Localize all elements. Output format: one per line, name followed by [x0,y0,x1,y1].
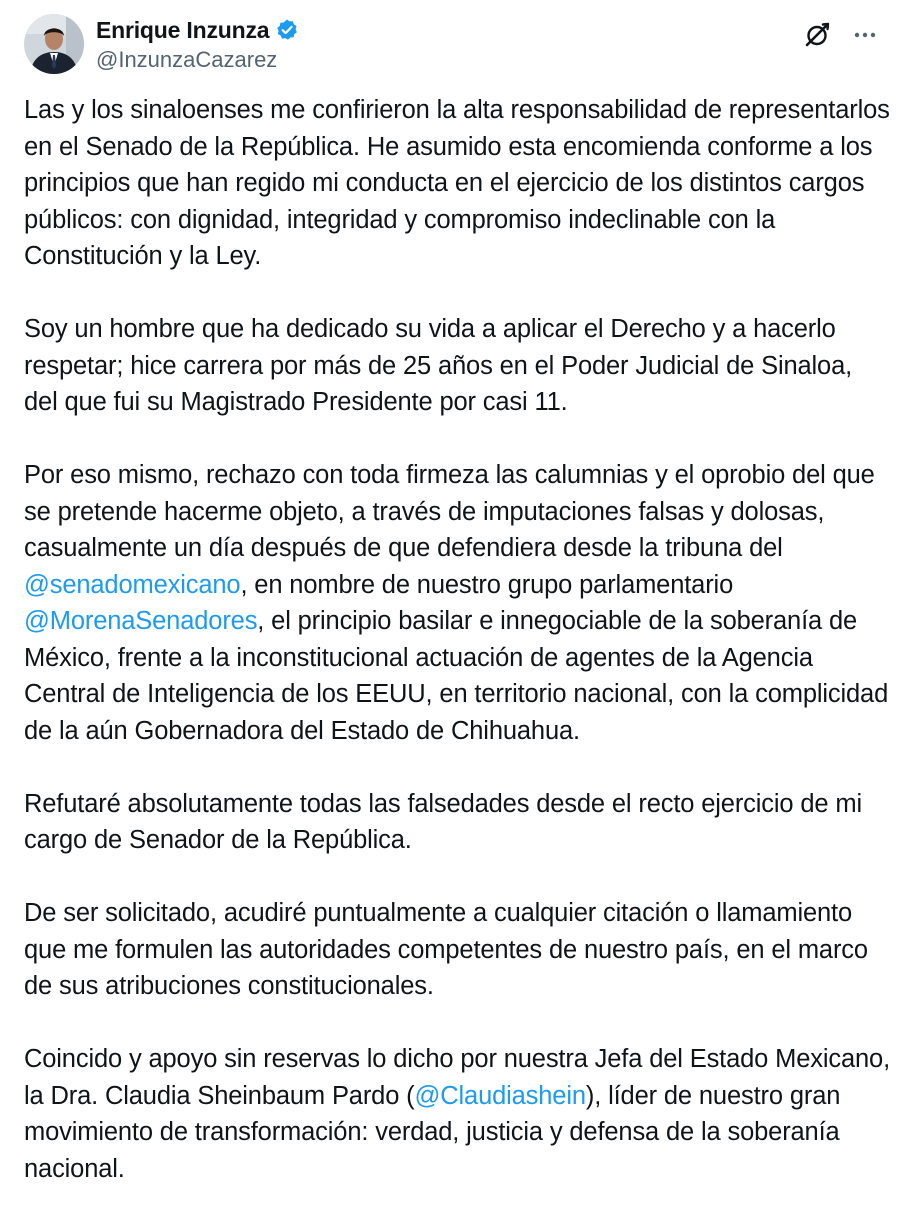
paragraph-text: , en nombre de nuestro grupo parlamentario [240,570,734,599]
verified-badge-icon[interactable] [275,18,299,42]
tweet-paragraph: De ser solicitado, acudiré puntualmente a cualquier citación o llamamiento que me formulen las autoridades competentes de nuestro país, en el marco de sus atribuciones constitucionales. [24,899,868,1000]
tweet-text [24,92,892,1224]
display-name[interactable]: Enrique Inzunza [96,16,270,43]
tweet-actions-top [802,20,880,50]
paragraph-text: Coincido y apoyo sin reservas lo dicho por nuestra Jefa del Estado Mexicano, la Dra. Claudia Sheinbaum Pardo ( [24,1045,890,1110]
tweet-paragraph [24,457,892,749]
profile-photo-icon [24,14,84,74]
tweet-paragraph [24,1041,892,1187]
author-handle[interactable]: @InzunzaCazarez [96,47,278,72]
paragraph-text: , el principio basilar e innegociable de la soberanía de México, frente a la inconstitucional actuación de agentes de la Agencia Central de Inteligencia de los EEUU, en territorio nacional, con la complicidad de la aún Gobernadora del Estado de Chihuahua. [24,607,889,745]
mention-link[interactable]: @MorenaSenadores [24,607,258,635]
tweet-header [24,14,884,78]
more-options-icon[interactable] [850,20,880,50]
name-row [96,16,299,44]
mention-link[interactable]: @Claudiashein [414,1081,586,1110]
paragraph-text: ), líder de nuestro gran movimiento de transformación: verdad, justicia y defensa de la soberanía nacional. [24,1081,841,1183]
grok-icon[interactable] [802,20,832,50]
paragraph-text: Por eso mismo, rechazo con toda firmeza las calumnias y el oprobio del que se pretende hacerme objeto, a través de imputaciones falsas y dolosas, casualmente un día después de que defendiera desde la tribuna del [24,461,875,562]
author-names [96,16,299,73]
mention-link[interactable]: @senadomexicano [24,570,241,599]
tweet-paragraph: Las y los sinaloenses me confirieron la alta responsabilidad de representarlos en el Senado de la República. He asumido esta encomienda conforme a los principios que han regido mi conducta en el ejercicio de los distintos cargos públicos: con dignidad, integridad y compromiso indeclinable con la Constitución y la Ley. [24,96,890,270]
tweet-paragraph: Soy un hombre que ha dedicado su vida a aplicar el Derecho y a hacerlo respetar; hice carrera por más de 25 años en el Poder Judicial de Sinaloa, del que fui su Magistrado Presidente por casi 11. [24,315,853,416]
avatar[interactable] [24,14,84,74]
tweet-paragraph: Refutaré absolutamente todas las falsedades desde el recto ejercicio de mi cargo de Senador de la República. [24,789,862,854]
